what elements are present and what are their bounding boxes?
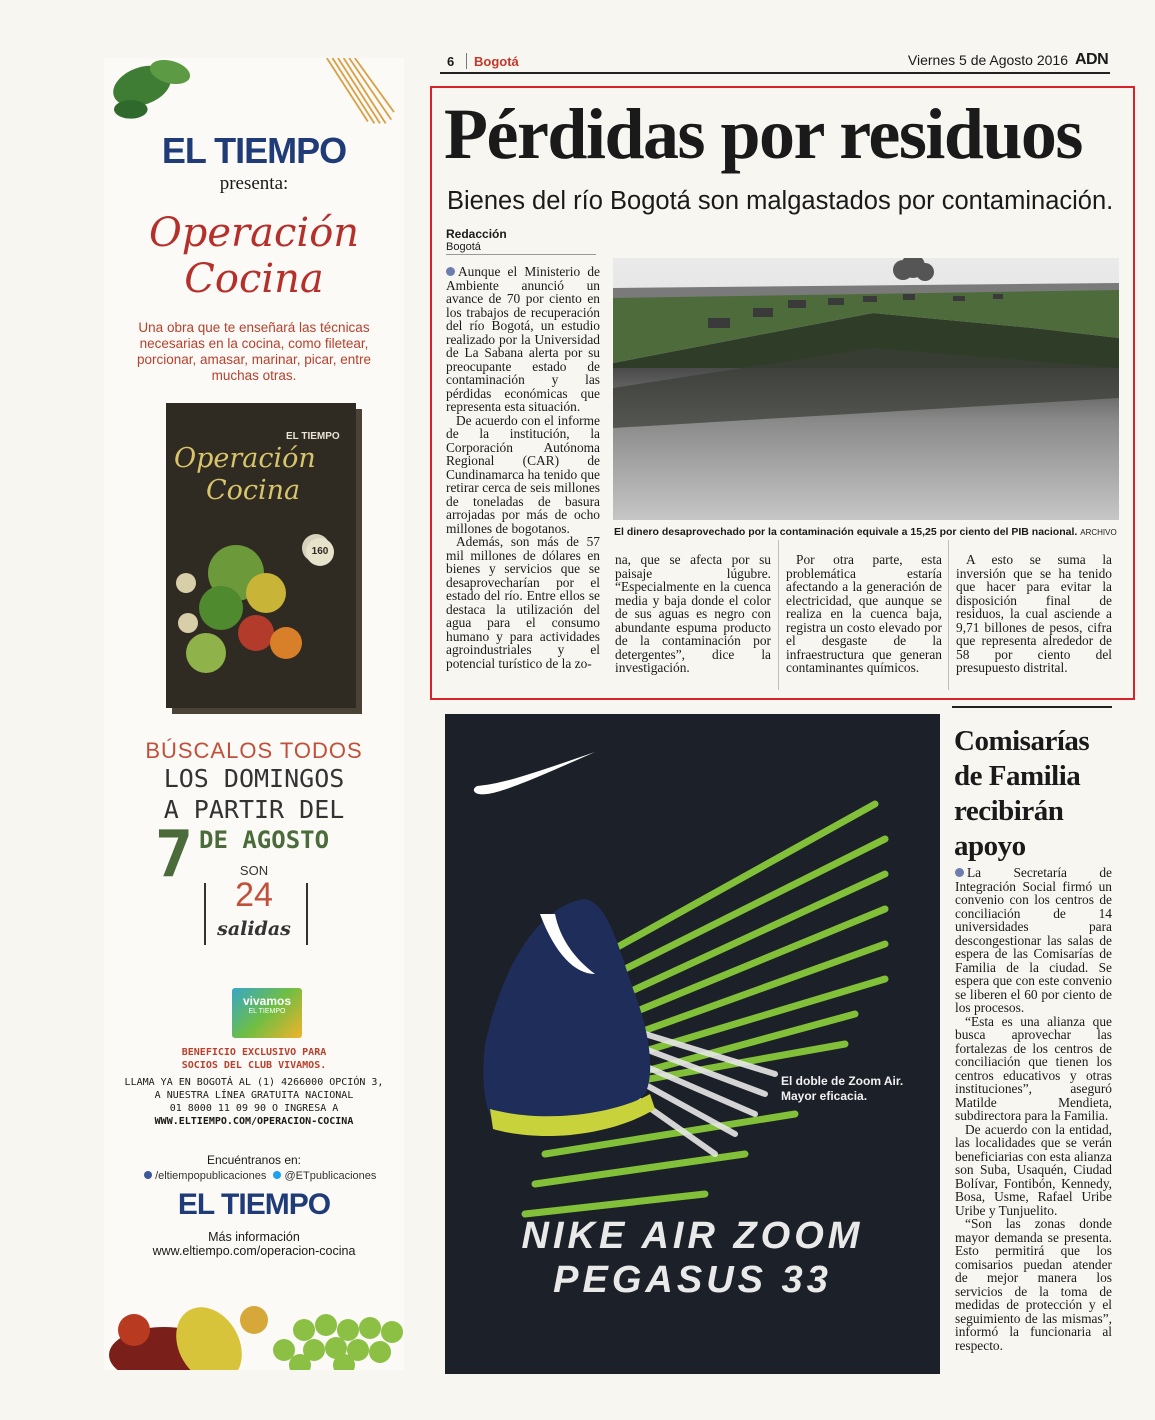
paragraph-1: Aunque el Ministerio de Ambiente anunció un avance de 70 por ciento en los trabajos de recuperación del río Bogotá, un estudio realizado por la Universidad de La Sabana alerta por su preocupante estado de contaminación y las pérdidas económicas que representa esta situación. bbox=[446, 264, 600, 414]
bullet-icon bbox=[446, 267, 455, 276]
byline-name: Redacción bbox=[446, 227, 507, 241]
paragraph-4: na, que se afecta por su paisaje lúgubre. “Especialmente en la cuenca media y baja donde el color de sus aguas es negro con abundante espuma producto de la contaminación por detergentes”, dice la investigación. bbox=[615, 552, 771, 675]
book-cover bbox=[166, 403, 356, 708]
book-title-2: Cocina bbox=[206, 475, 301, 506]
photo-caption bbox=[614, 526, 1119, 538]
benefit-line-2: A NUESTRA LÍNEA GRATUITA NACIONAL bbox=[154, 1090, 354, 1101]
nike-ad bbox=[445, 714, 940, 1374]
find-us-label: Encuéntranos en: bbox=[206, 1153, 302, 1167]
nike-product-name bbox=[445, 1214, 940, 1302]
side-paragraph-1: La Secretaría de Integración Social firmó un convenio con los centros de conciliación de 14 universidades para descongestionar las salas de espera de las Comisarías de Familia de la ciudad. Se espera que con este convenio se liberen el 60 por ciento de los procesos. bbox=[955, 865, 1112, 1015]
byline-city: Bogotá bbox=[446, 241, 481, 253]
caption-text: El dinero desaprovechado por la contaminación equivale a 15,25 por ciento del PIB nacional. bbox=[614, 526, 1078, 538]
cta-line-3: A PARTIR DEL bbox=[163, 795, 345, 824]
paragraph-5: Por otra parte, esta problemática estaría afectando a la generación de electricidad, que aunque se realiza en la cuenca baja, registra un costo elevado por el desgaste de la infraestructura que generan contaminantes químicos. bbox=[786, 552, 942, 675]
twitter-handle[interactable]: @ETpublicaciones bbox=[284, 1170, 377, 1182]
side-article-headline: Comisarías de Familia recibirán apoyo bbox=[954, 725, 1090, 862]
benefit-url[interactable]: WWW.ELTIEMPO.COM/OPERACION-COCINA bbox=[154, 1116, 354, 1127]
facebook-icon bbox=[144, 1171, 152, 1179]
nike-product-line-1: NIKE AIR ZOOM bbox=[521, 1215, 864, 1257]
side-paragraph-4: “Son las zonas donde mayor demanda se presenta. Esto permitirá que los comisarios puedan atender de mejor manera los servicios de la toma de medidas de protección y el seguimiento de las mismas”, informó la funcionaria al respecto. bbox=[955, 1216, 1112, 1353]
cta-line-1: BÚSCALOS TODOS bbox=[145, 738, 363, 763]
section-name: Bogotá bbox=[474, 54, 519, 69]
side-paragraph-3: De acuerdo con la entidad, las localidades que se verán beneficiarias con esta alianza son Suba, Usaquén, Ciudad Bolívar, Fontibón, Kennedy, Bosa, Usme, Rafael Uribe Uribe y Tunjuelito. bbox=[955, 1121, 1112, 1218]
article-headline: Pérdidas por residuos bbox=[444, 94, 1082, 174]
header-rule bbox=[440, 72, 1110, 74]
vivamos-logo-text: vivamos bbox=[242, 994, 292, 1008]
benefit-title-1: BENEFICIO EXCLUSIVO PARA bbox=[181, 1047, 327, 1058]
el-tiempo-footer-logo: EL TIEMPO bbox=[177, 1188, 331, 1221]
column-rule bbox=[778, 540, 779, 690]
article-column-4 bbox=[956, 553, 1112, 675]
byline bbox=[446, 228, 507, 253]
article-column-1 bbox=[446, 265, 600, 670]
salidas-label: salidas bbox=[217, 918, 291, 940]
book-badge: 160 bbox=[306, 538, 334, 566]
book-title-1: Operación bbox=[174, 443, 316, 474]
side-paragraph-2: “Esta es una alianza que busca aprovechar las fortalezas de los centros de conciliación que tienen los centros educativos y otras instituciones”, aseguró Matilde Mendieta, subdirectora para la Familia. bbox=[955, 1013, 1112, 1123]
count-number: 24 bbox=[235, 876, 273, 914]
more-info-url[interactable]: www.eltiempo.com/operacion-cocina bbox=[152, 1244, 356, 1258]
facebook-handle[interactable]: /eltiempopublicaciones bbox=[155, 1170, 267, 1182]
ad-description: Una obra que te enseñará las técnicas necesarias en la cocina, como filetear, porcionar, amasar, marinar, picar, entre muchas otras. bbox=[136, 320, 372, 383]
article-subheadline: Bienes del río Bogotá son malgastados por contaminación. bbox=[447, 187, 1114, 215]
vivamos-logo-sub: EL TIEMPO bbox=[248, 1008, 286, 1015]
product-title-line1: Operación bbox=[148, 210, 360, 256]
byline-rule bbox=[446, 254, 596, 255]
bullet-icon bbox=[955, 868, 964, 877]
header-separator bbox=[466, 53, 467, 69]
river-photo bbox=[613, 258, 1119, 520]
paragraph-3: Además, son más de 57 mil millones de dólares en bienes y servicios que se desaprovecharían por el estado del río. Entre ellos se destaca la utilización del agua para el consumo humano y para actividades agroindustriales y el potencial turístico de la zo- bbox=[446, 534, 600, 671]
article-column-2 bbox=[615, 553, 771, 675]
nike-tagline bbox=[781, 1074, 921, 1104]
cta-line-2: LOS DOMINGOS bbox=[163, 764, 345, 793]
nike-tagline-1: El doble de Zoom Air. bbox=[781, 1074, 904, 1088]
product-title-line2: Cocina bbox=[184, 256, 324, 302]
nike-product-line-2: PEGASUS 33 bbox=[553, 1259, 832, 1301]
cta-day: 7 bbox=[154, 818, 194, 892]
twitter-icon bbox=[273, 1171, 281, 1179]
presenta-label: presenta: bbox=[219, 173, 289, 194]
herbs-pasta-image bbox=[104, 58, 404, 128]
operacion-cocina-ad bbox=[104, 58, 404, 1370]
column-rule bbox=[948, 540, 949, 690]
benefit-title-2: SOCIOS DEL CLUB VIVAMOS. bbox=[181, 1060, 327, 1071]
page-number: 6 bbox=[447, 54, 455, 69]
benefit-line-1: LLAMA YA EN BOGOTÁ AL (1) 4266000 OPCIÓN 3, bbox=[124, 1077, 384, 1088]
issue-date: Viernes 5 de Agosto 2016 bbox=[907, 52, 1068, 68]
side-article-rule bbox=[952, 706, 1112, 708]
social-row bbox=[144, 1170, 404, 1182]
paragraph-6: A esto se suma la inversión que se ha tenido que hacer para evitar la disposición final de residuos, la cual asciende a 9,71 billones de pesos, cifra que representa alrededor de 58 por ciento del presupuesto distrital. bbox=[956, 552, 1112, 675]
fruit-image bbox=[104, 1250, 404, 1370]
benefit-line-3: 01 8000 11 09 90 O INGRESA A bbox=[169, 1103, 339, 1114]
more-info-label: Más información bbox=[208, 1230, 300, 1244]
vivamos-logo bbox=[232, 988, 302, 1038]
son-label: SON bbox=[239, 863, 269, 878]
swoosh-icon bbox=[474, 752, 595, 794]
paragraph-2: De acuerdo con el informe de la institución, la Corporación Autónoma Regional (CAR) de Cundinamarca ha tenido que retirar cerca de seis millones de toneladas de basura arrojadas por más de ocho millones de bogotanos. bbox=[446, 412, 600, 536]
book-brand: EL TIEMPO bbox=[286, 431, 340, 442]
nike-tagline-2: Mayor eficacia. bbox=[781, 1089, 868, 1103]
cta-month: DE AGOSTO bbox=[199, 826, 330, 854]
article-column-3 bbox=[786, 553, 942, 675]
side-article-body bbox=[955, 866, 1112, 1352]
photo-credit: ARCHIVO bbox=[1080, 528, 1117, 537]
adn-logo: ADN bbox=[1075, 51, 1109, 68]
el-tiempo-logo: EL TIEMPO bbox=[161, 130, 347, 171]
